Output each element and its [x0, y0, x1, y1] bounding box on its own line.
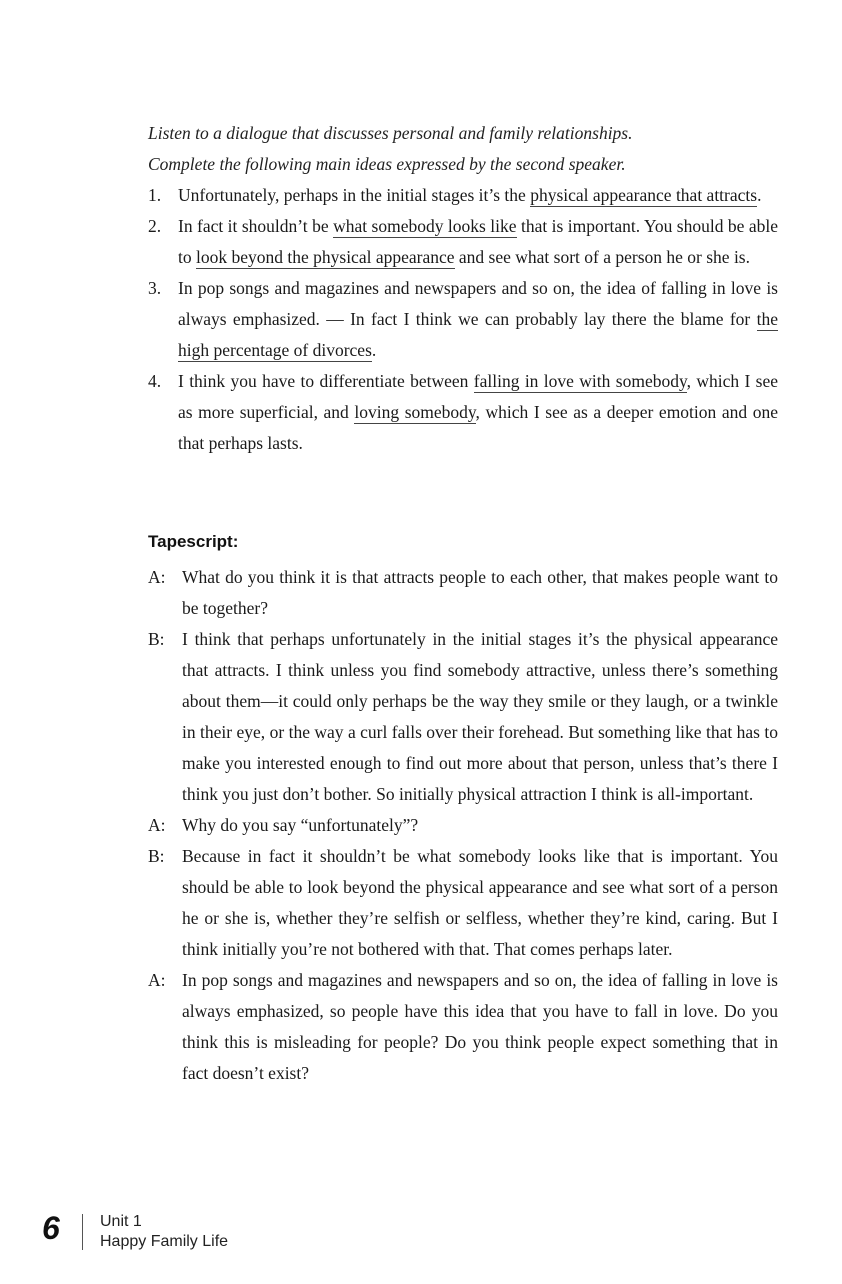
question-number: 3.	[148, 278, 162, 298]
speech-text: Because in fact it shouldn’t be what somebody looks like that is important. You should be able to look beyond the physical appearance and see what sort of a person he or she is, whether they’re selfish or selfless, whether they’re kind, caring. But I think initially you’re not bothered with that. That comes perhaps later.	[182, 846, 778, 959]
question-text: .	[757, 185, 762, 205]
tapescript-heading: Tapescript:	[148, 532, 239, 551]
speaker-label: A:	[148, 815, 166, 835]
answer-text: what somebody looks like	[333, 216, 517, 236]
dialogue	[148, 562, 778, 1089]
speech-text: What do you think it is that attracts people to each other, that makes people want to be together?	[182, 567, 778, 618]
answer-text: loving somebody	[354, 402, 476, 422]
question-text: that is important. You should be able to	[178, 216, 779, 267]
speaker-label: A:	[148, 567, 166, 587]
unit-number: Unit 1	[100, 1213, 142, 1230]
answer-text: look beyond the physical appearance	[196, 247, 455, 267]
speaker-label: A:	[148, 970, 166, 990]
exercise-instructions	[148, 118, 776, 180]
question-item	[148, 211, 778, 273]
dialogue-turn	[148, 624, 778, 810]
question-number: 1.	[148, 185, 162, 205]
question-item	[148, 366, 778, 459]
footer-unit-label	[100, 1212, 228, 1252]
dialogue-turn	[148, 810, 778, 841]
answer-text: falling in love with somebody	[473, 371, 687, 391]
question-text: , which I see as a deeper emotion and one that perhaps lasts.	[178, 402, 778, 453]
unit-title: Happy Family Life	[100, 1233, 229, 1250]
question-text: , which I see as more superficial, and	[178, 371, 778, 422]
dialogue-turn	[148, 562, 778, 624]
question-text: Unfortunately, perhaps in the initial stages it’s the	[178, 185, 531, 205]
dialogue-turn	[148, 841, 778, 965]
question-text: and see what sort of a person he or she is.	[454, 247, 750, 267]
answer-text: the high percentage of divorces	[178, 309, 778, 360]
question-text: .	[371, 340, 377, 360]
footer-divider	[82, 1214, 83, 1250]
question-text: In fact it shouldn’t be	[178, 216, 334, 236]
answer-text: physical appearance that attracts	[530, 185, 758, 205]
speech-text: I think that perhaps unfortunately in the initial stages it’s the physical appearance that attracts. I think unless you find somebody attractive, unless there’s something about them—it could only perhaps be the way they smile or they laugh, or a twinkle in their eye, or the way a curl falls over their forehead. But something like that has to make you interested enough to find out more about that person, unless that’s there I think you just don’t bother. So initially physical attraction I think is all-important.	[182, 629, 778, 804]
speaker-label: B:	[148, 629, 165, 649]
question-item	[148, 180, 778, 211]
question-text: In pop songs and magazines and newspapers and so on, the idea of falling in love is always emphasized. — In fact I think we can probably lay there the blame for	[178, 278, 778, 329]
instruction-line: Complete the following main ideas expressed by the second speaker.	[148, 154, 626, 174]
question-number: 2.	[148, 216, 162, 236]
question-list	[148, 180, 778, 459]
instruction-line: Listen to a dialogue that discusses personal and family relationships.	[148, 123, 633, 143]
question-item	[148, 273, 778, 366]
speech-text: Why do you say “unfortunately”?	[182, 815, 419, 835]
dialogue-turn	[148, 965, 778, 1089]
question-number: 4.	[148, 371, 162, 391]
speech-text: In pop songs and magazines and newspapers and so on, the idea of falling in love is always emphasized, so people have this idea that you have to fall in love. Do you think this is misleading for people? Do you think people expect something that in fact doesn’t exist?	[182, 970, 778, 1083]
question-text: I think you have to differentiate between	[178, 371, 474, 391]
page-number: 6	[42, 1210, 60, 1246]
speaker-label: B:	[148, 846, 165, 866]
